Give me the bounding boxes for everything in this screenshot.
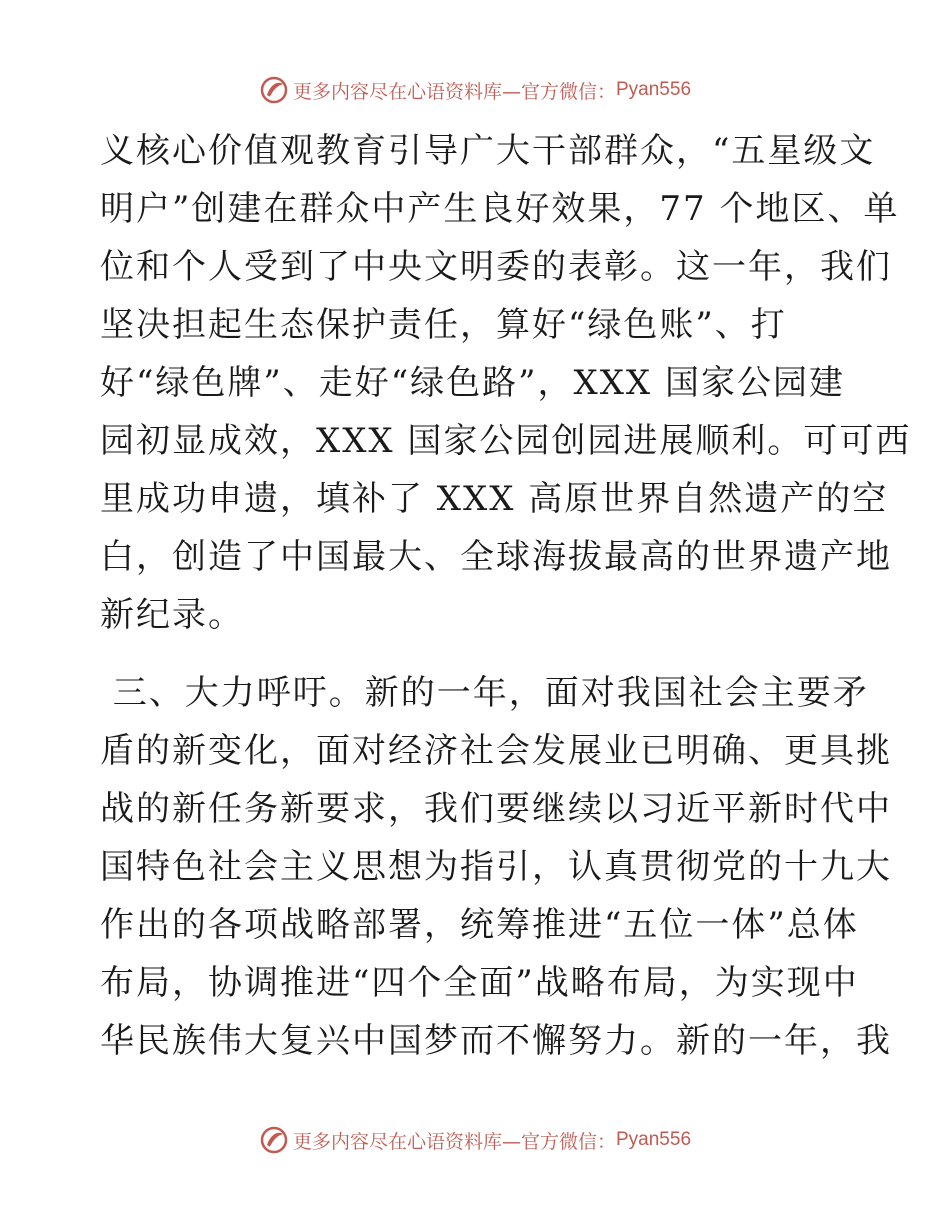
watermark-logo-icon — [259, 1125, 289, 1155]
watermark-wechat-id: Pyan556 — [616, 79, 692, 100]
watermark-text: 更多内容尽在心语资料库—官方微信： — [292, 80, 616, 103]
watermark-text: 更多内容尽在心语资料库—官方微信： — [292, 1130, 616, 1153]
watermark-wechat-id: Pyan556 — [616, 1129, 692, 1150]
document-body — [100, 122, 912, 1070]
text-line: 好“绿色牌”、走好“绿色路”，XXX 国家公园建 — [100, 363, 845, 403]
paragraph-2 — [100, 664, 892, 1070]
text-line: 华民族伟大复兴中国梦而不懈努力。新的一年，我 — [100, 1021, 892, 1061]
text-line: 布局，协调推进“四个全面”战略布局，为实现中 — [100, 963, 859, 1003]
text-line: 义核心价值观教育引导广大干部群众，“五星级文 — [100, 131, 876, 171]
text-line: 位和个人受到了中央文明委的表彰。这一年，我们 — [100, 247, 892, 287]
paragraph-gap — [100, 644, 860, 664]
text-line: 里成功申遗，填补了 XXX 高原世界自然遗产的空 — [100, 479, 889, 519]
text-line: 三、大力呼吁。新的一年，面对我国社会主要矛 — [100, 673, 869, 713]
text-line: 盾的新变化，面对经济社会发展业已明确、更具挑 — [100, 731, 892, 771]
text-line: 作出的各项战略部署，统筹推进“五位一体”总体 — [100, 905, 859, 945]
text-line: 战的新任务新要求，我们要继续以习近平新时代中 — [100, 789, 892, 829]
text-line: 新纪录。 — [100, 595, 244, 635]
watermark-logo-icon — [259, 75, 289, 105]
text-line: 白，创造了中国最大、全球海拔最高的世界遗产地 — [100, 537, 892, 577]
paragraph-1 — [100, 122, 912, 644]
text-line: 坚决担起生态保护责任，算好“绿色账”、打 — [100, 305, 787, 345]
footer-watermark — [0, 1120, 950, 1160]
header-watermark — [0, 70, 950, 110]
text-line: 园初显成效，XXX 国家公园创园进展顺利。可可西 — [100, 421, 912, 461]
text-line: 明户”创建在群众中产生良好效果，77 个地区、单 — [100, 189, 900, 229]
text-line: 国特色社会主义思想为指引，认真贯彻党的十九大 — [100, 847, 892, 887]
